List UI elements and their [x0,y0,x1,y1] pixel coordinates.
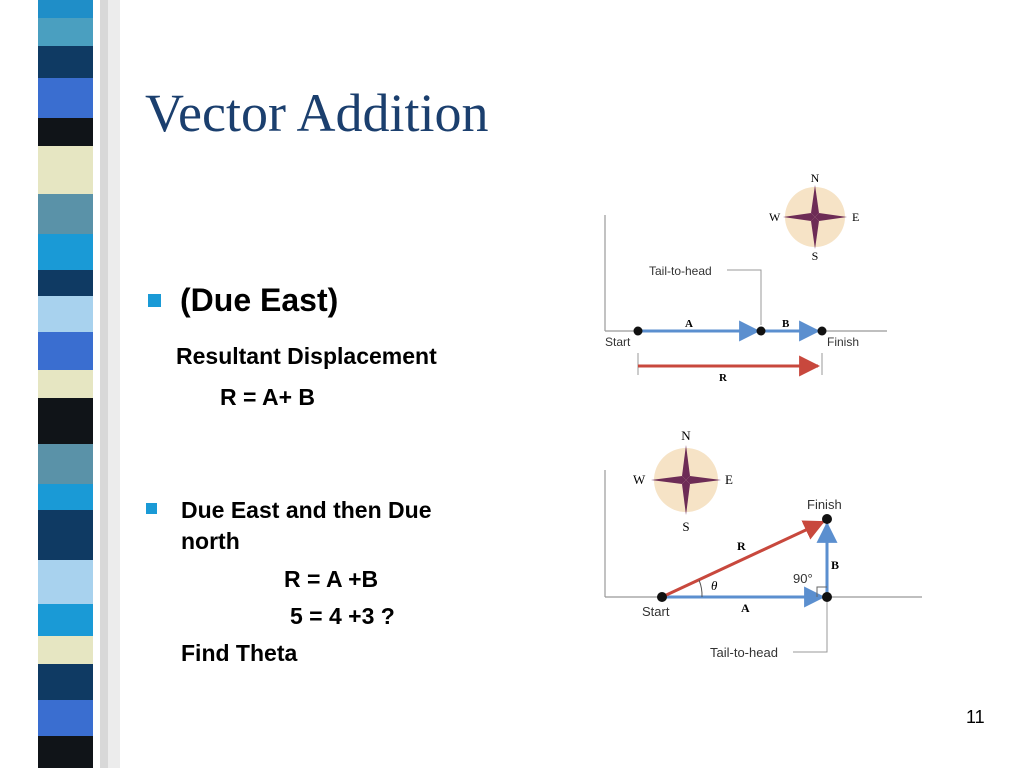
theta-label: θ [711,578,718,593]
compass-e-label: E [725,472,733,487]
vector-a-label: A [685,318,693,330]
compass-w-label: W [769,210,781,224]
finish-label: Finish [807,497,842,512]
equation-r-equals-a-plus-b: R = A +B [284,566,379,592]
equation-numeric: 5 = 4 +3 ? [290,603,395,629]
equation-r-equals-a-plus-b: R = A+ B [220,384,316,410]
due-east-diagram [595,165,895,390]
vector-a-label: A [741,601,750,615]
bullet-square-icon [146,503,157,514]
decorative-stripe-sidebar [0,0,120,768]
page-number: 11 [966,707,985,727]
compass-n-label: N [810,171,820,185]
bullet-text-line: Due East and then Due [181,497,432,523]
slide-title: Vector Addition [145,83,489,143]
vector-b-label: B [831,558,840,572]
compass-e-label: E [852,210,860,224]
compass-n-label: N [681,428,691,443]
resultant-displacement-label: Resultant Displacement [176,343,437,369]
compass-w-label: W [633,472,646,487]
find-theta-text: Find Theta [181,640,298,666]
compass-s-label: S [682,519,690,534]
bullet-text-line: north [181,528,240,554]
compass-s-label: S [811,249,819,263]
right-angle-label: 90° [793,571,813,586]
vector-r-label: R [719,372,727,384]
bullet-square-icon [148,294,161,307]
vector-r-label: R [737,539,746,553]
finish-label: Finish [827,335,860,349]
start-label: Start [605,335,631,349]
tail-to-head-label: Tail-to-head [710,645,778,660]
tail-to-head-label: Tail-to-head [649,264,712,278]
compass-rose-icon [651,445,721,515]
start-label: Start [642,604,670,619]
vector-b-label: B [782,318,790,330]
east-then-north-diagram [595,420,930,665]
bullet-heading-due-east: (Due East) [180,282,339,318]
compass-rose-icon [783,185,847,249]
